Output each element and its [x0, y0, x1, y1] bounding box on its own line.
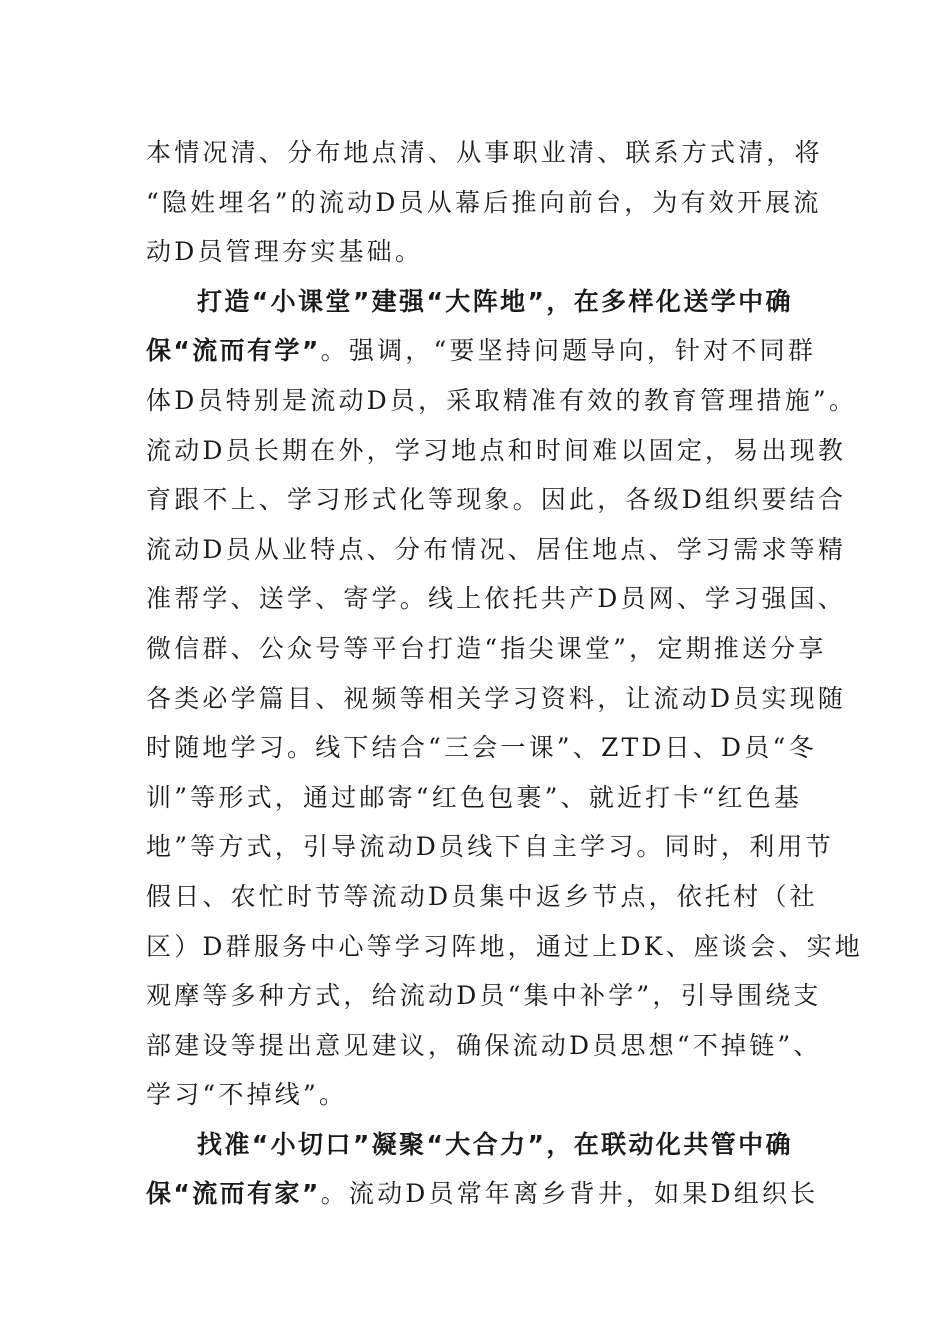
paragraph-line: [146, 525, 847, 575]
paragraph-line: [146, 277, 826, 327]
body-text: 区）D群服务中心等学习阵地，通过上DK、座谈会、实地: [146, 931, 863, 961]
paragraph-line: [146, 475, 847, 525]
body-text: 育跟不上、学习形式化等现象。因此，各级D组织要结合: [146, 485, 847, 515]
paragraph-line: [146, 1169, 826, 1219]
body-text: 时随地学习。线下结合“三会一课”、ZTD日、D员“冬: [146, 733, 817, 763]
paragraph-line: [146, 822, 834, 872]
paragraph-line: [146, 1070, 826, 1120]
paragraph-line: [146, 376, 858, 426]
body-text: 各类必学篇目、视频等相关学习资料，让流动D员实现随: [146, 683, 847, 713]
paragraph-line: [146, 872, 826, 922]
body-text: 训”等形式，通过邮寄“红色包裹”、就近打卡“红色基: [146, 782, 803, 812]
paragraph-line: [146, 773, 826, 823]
paragraph-line: [146, 178, 826, 228]
paragraph-line: [146, 723, 826, 773]
paragraph-line: [146, 426, 847, 476]
paragraph-line: [146, 227, 826, 277]
paragraph-line: [146, 128, 826, 178]
body-text: 。流动D员常年离乡背井，如果D组织长: [320, 1179, 819, 1209]
body-text: 本情况清、分布地点清、从事职业清、联系方式清，将: [146, 138, 823, 167]
body-text: 流动D员从业特点、分布情况、居住地点、学习需求等精: [146, 534, 847, 564]
paragraph-line: [146, 971, 826, 1021]
body-text: 学习“不掉线”。: [146, 1080, 348, 1110]
paragraph-line: [146, 1021, 826, 1071]
body-text: 。强调，“要坚持问题导向，针对不同群: [320, 336, 817, 366]
paragraph-line: [146, 922, 863, 972]
body-text: 观摩等多种方式，给流动D员“集中补学”，引导围绕支: [146, 981, 822, 1011]
document-body: [146, 128, 863, 1219]
body-text: 体D员特别是流动D员，采取精准有效的教育管理措施”。: [146, 385, 858, 415]
body-text: 微信群、公众号等平台打造“指尖课堂”，定期推送分享: [146, 633, 827, 663]
body-text: 假日、农忙时节等流动D员集中返乡节点，依托村（社: [146, 881, 818, 911]
body-text: “隐姓埋名”的流动D员从幕后推向前台，为有效开展流: [146, 187, 822, 217]
body-text: 动D员管理夯实基础。: [146, 237, 424, 267]
body-text: 准帮学、送学、寄学。线上依托共产D员网、学习强国、: [146, 584, 847, 614]
section-heading-tail: 保“流而有学”: [146, 336, 321, 366]
section-heading: 找准“小切口”凝聚“大合力”，在联动化共管中确: [197, 1129, 793, 1159]
section-heading: 打造“小课堂”建强“大阵地”，在多样化送学中确: [197, 286, 793, 316]
paragraph-line: [146, 574, 847, 624]
paragraph-line: [146, 624, 826, 674]
body-text: 地”等方式，引导流动D员线下自主学习。同时，利用节: [146, 832, 834, 862]
paragraph-line: [146, 326, 826, 376]
body-text: 流动D员长期在外，学习地点和时间难以固定，易出现教: [146, 435, 847, 465]
body-text: 部建设等提出意见建议，确保流动D员思想“不掉链”、: [146, 1030, 822, 1060]
section-heading-tail: 保“流而有家”: [146, 1179, 321, 1209]
paragraph-line: [146, 1120, 826, 1170]
paragraph-line: [146, 674, 847, 724]
